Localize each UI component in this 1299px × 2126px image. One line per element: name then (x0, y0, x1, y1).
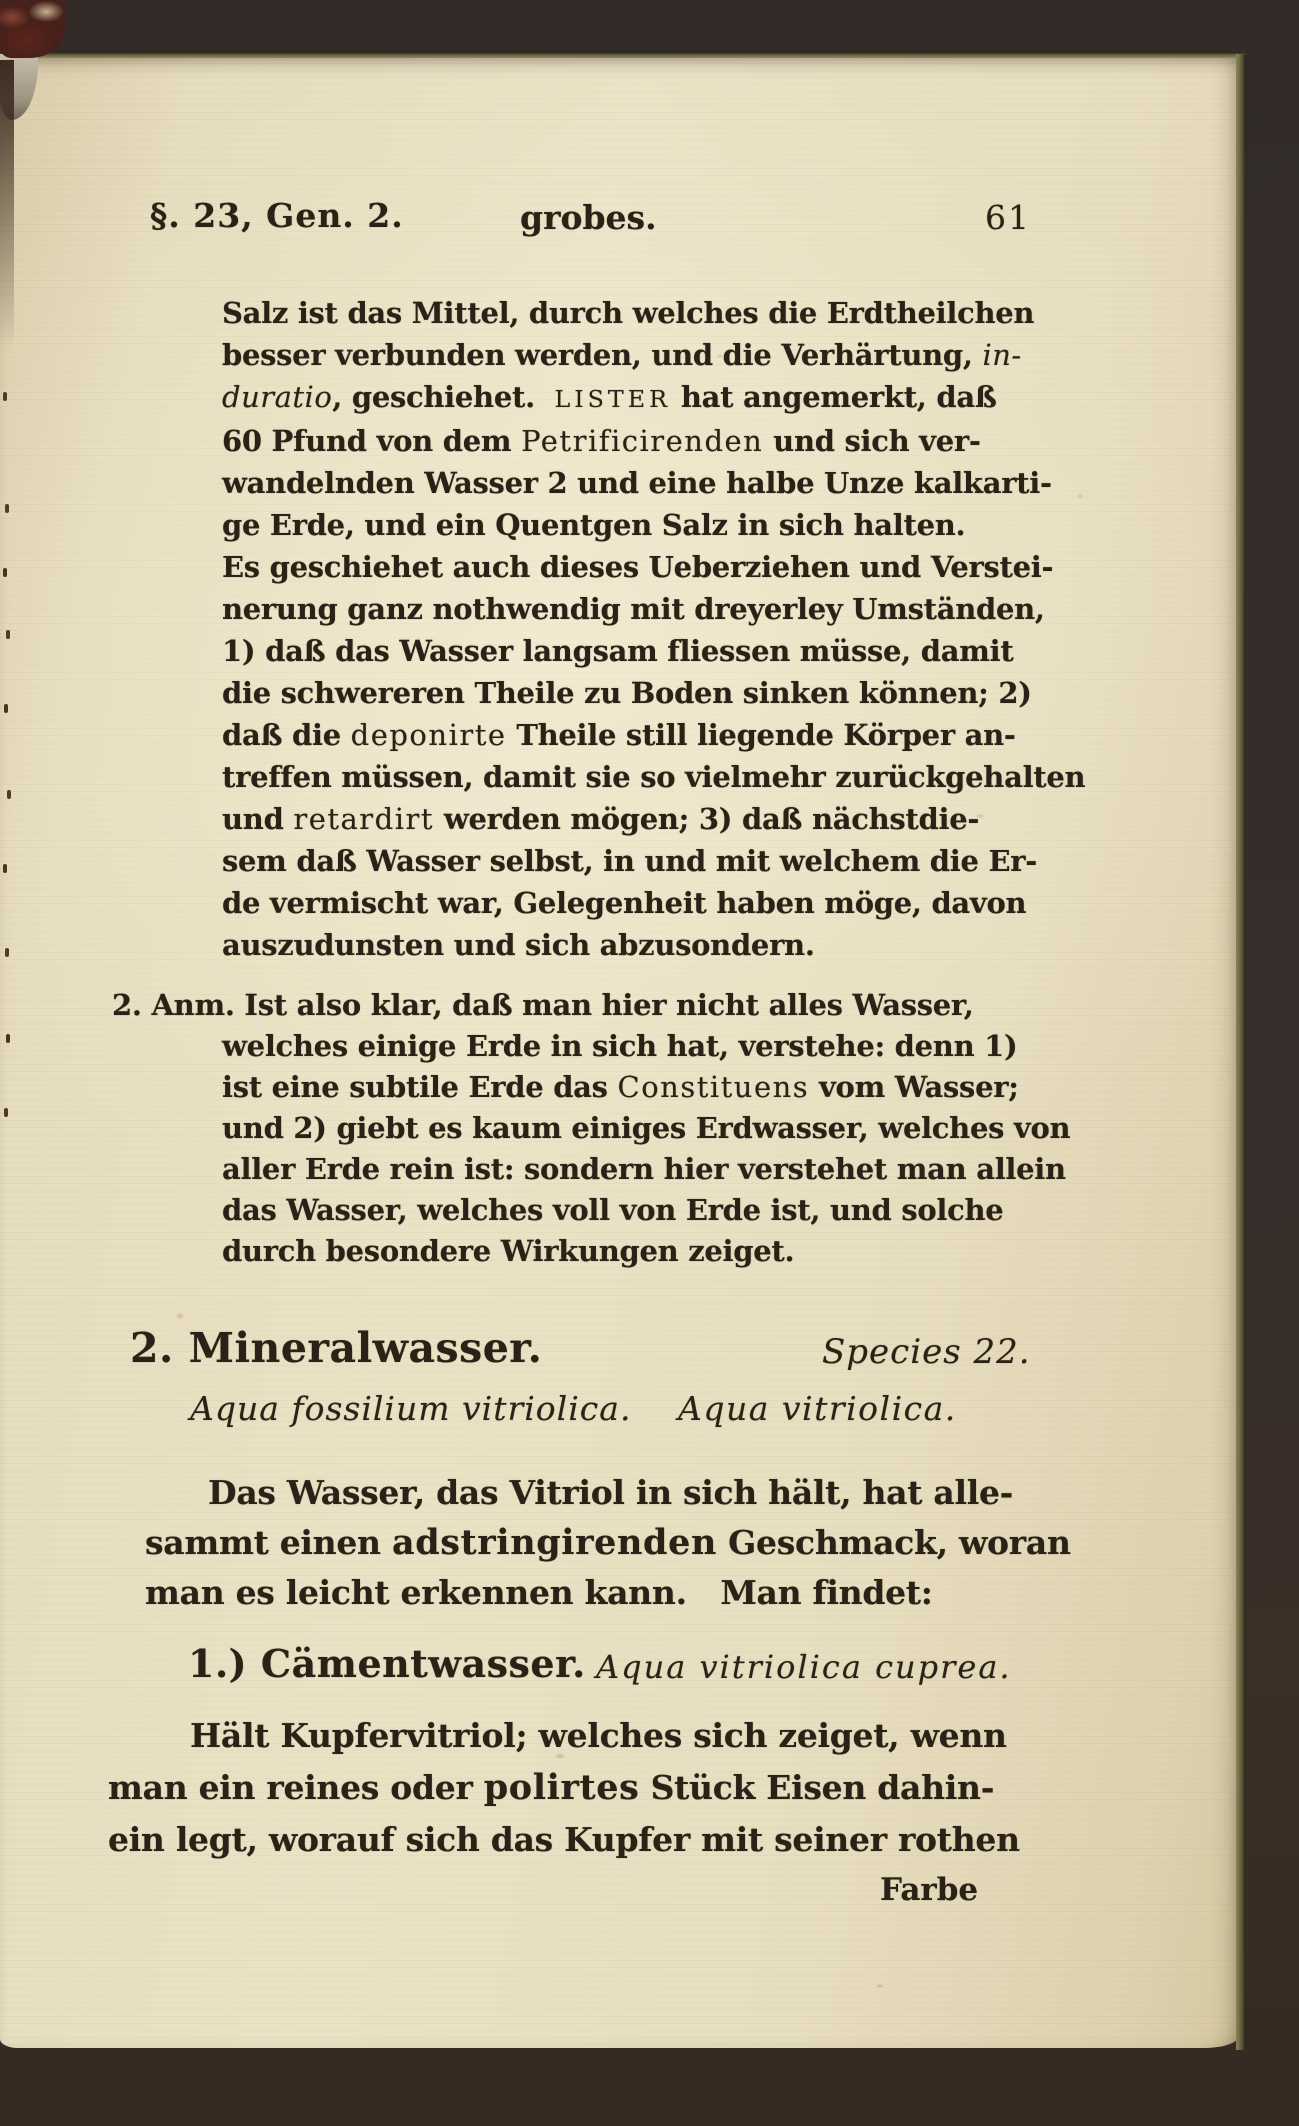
text-line (222, 1108, 1070, 1149)
species-heading (0, 1324, 1240, 1384)
page-edge-ink-marks (3, 392, 7, 401)
text-segment: Stück Eisen dahin- (639, 1768, 995, 1807)
book-page (0, 56, 1240, 2048)
binding-shadow-strip (0, 60, 14, 350)
text-segment: ist eine subtile Erde das (222, 1070, 618, 1104)
text-segment: retardirt (293, 802, 435, 836)
text-segment: man es leicht erkennen kann. Man findet: (145, 1573, 933, 1612)
text-line (222, 756, 1085, 798)
text-segment: sem daß Wasser selbst, in und mit welchem die Er- (222, 844, 1037, 878)
text-segment: daß die (222, 718, 351, 752)
text-segment: treffen müssen, damit sie so vielmehr zurückgehalten (222, 760, 1086, 794)
text-segment: deponirte (350, 718, 507, 752)
text-segment: und sich ver- (763, 424, 981, 458)
text-line (222, 1149, 1070, 1190)
text-segment: und (222, 802, 294, 836)
text-segment: ge Erde, und ein Quentgen Salz in sich halten. (222, 508, 966, 542)
page-header (0, 196, 1240, 240)
text-segment: Ist also klar, daß man hier nicht alles Wasser, (234, 988, 974, 1022)
text-segment: Hält Kupfervitriol; welches sich zeiget, wenn (190, 1716, 1007, 1755)
text-segment: vom Wasser; (809, 1070, 1019, 1104)
text-line (222, 420, 1085, 462)
text-segment: Das Wasser, das Vitriol in sich hält, hat alle- (208, 1473, 1014, 1512)
cament-latin-name: Aqua vitriolica cuprea. (596, 1648, 1012, 1686)
text-line (222, 672, 1085, 714)
gilt-page-edge-right (1236, 54, 1246, 2050)
text-segment: Constituens (617, 1070, 810, 1104)
text-segment: adstringirenden (391, 1522, 717, 1563)
page-number: 61 (985, 198, 1031, 237)
text-segment: wandelnden Wasser 2 und eine halbe Unze kalkarti- (222, 466, 1052, 500)
text-segment: man ein reines oder (108, 1768, 484, 1807)
text-segment: hat angemerkt, daß (671, 380, 997, 414)
species-number-label: Species 22. (822, 1332, 1031, 1372)
text-segment: welches einige Erde in sich hat, verstehe: denn 1) (222, 1029, 1018, 1063)
text-segment: Salz ist das Mittel, durch welches die Erdtheilchen (222, 296, 1035, 330)
text-segment: nerung ganz nothwendig mit dreyerley Umständen, (222, 592, 1045, 626)
text-segment: ein legt, worauf sich das Kupfer mit seiner rothen (108, 1820, 1020, 1859)
text-line (208, 1468, 1071, 1518)
text-segment: de vermischt war, Gelegenheit haben möge, davon (222, 886, 1027, 920)
text-line (108, 1762, 1020, 1814)
text-segment: das Wasser, welches voll von Erde ist, und solche (222, 1193, 1004, 1227)
text-line (222, 924, 1085, 966)
text-line (222, 882, 1085, 924)
section-reference: §. 23, Gen. 2. (150, 196, 404, 235)
catchword: Farbe (880, 1872, 979, 1908)
text-segment: , geschiehet. (332, 380, 555, 414)
text-line (112, 985, 1070, 1026)
text-line (222, 588, 1085, 630)
species-heading-title: 2. Mineralwasser. (130, 1324, 543, 1372)
latin-name-fossilium: Aqua fossilium vitriolica. (190, 1389, 632, 1428)
text-segment: Geschmack, woran (716, 1523, 1071, 1562)
text-segment: Theile still liegende Körper an- (506, 718, 1016, 752)
text-segment: 60 Pfund von dem (222, 424, 522, 458)
text-segment: Es geschiehet auch dieses Ueberziehen und Verstei- (222, 550, 1054, 584)
text-segment: aller Erde rein ist: sondern hier verstehet man allein (222, 1152, 1066, 1186)
text-line (222, 1026, 1070, 1067)
text-segment: sammt einen (145, 1523, 392, 1562)
text-segment: werden mögen; 3) daß nächstdie- (434, 802, 980, 836)
gilt-page-edge-top (0, 52, 1246, 58)
text-line (145, 1568, 1071, 1618)
text-line (190, 1710, 1020, 1762)
text-segment: 1) daß das Wasser langsam fliessen müsse, damit (222, 634, 1014, 668)
text-line (222, 798, 1085, 840)
paragraph-annotation (112, 985, 1071, 1272)
text-line (222, 292, 1085, 334)
paragraph-copper-vitriol (108, 1710, 1020, 1866)
text-segment: auszudunsten und sich abzusondern. (222, 928, 815, 962)
paragraph-vitriol-water (145, 1468, 1071, 1618)
text-line (145, 1518, 1071, 1568)
text-segment: und 2) giebt es kaum einiges Erdwasser, welches von (222, 1111, 1071, 1145)
latin-name-vitriolica: Aqua vitriolica. (678, 1389, 957, 1428)
cament-heading (0, 1641, 1240, 1697)
paragraph-salt-petrification (222, 292, 1085, 966)
text-segment: LISTER (554, 385, 672, 413)
text-segment: besser verbunden werden, und die Verhärtung, (222, 338, 983, 372)
text-line (222, 334, 1085, 376)
text-line (222, 462, 1085, 504)
text-line (222, 1190, 1070, 1231)
text-line (222, 504, 1085, 546)
text-line (222, 376, 1085, 420)
latin-name-line (0, 1389, 1240, 1435)
text-line (222, 546, 1085, 588)
text-segment: polirtes (483, 1767, 640, 1808)
text-line (222, 1231, 1070, 1272)
text-line (222, 840, 1085, 882)
text-line (222, 630, 1085, 672)
running-title: grobes. (520, 198, 657, 237)
text-segment: in- (982, 338, 1022, 372)
cament-heading-title: 1.) Cämentwasser. (188, 1641, 586, 1686)
text-line (222, 1067, 1070, 1108)
text-segment: die schwereren Theile zu Boden sinken können; 2) (222, 676, 1032, 710)
text-segment: 2. Anm. (112, 988, 235, 1022)
marbled-cover-corner (0, 0, 66, 58)
text-line (222, 714, 1085, 756)
text-segment: durch besondere Wirkungen zeiget. (222, 1234, 795, 1268)
text-segment: duratio (222, 380, 333, 414)
text-segment: Petrificirenden (521, 424, 764, 458)
text-line (108, 1814, 1020, 1866)
